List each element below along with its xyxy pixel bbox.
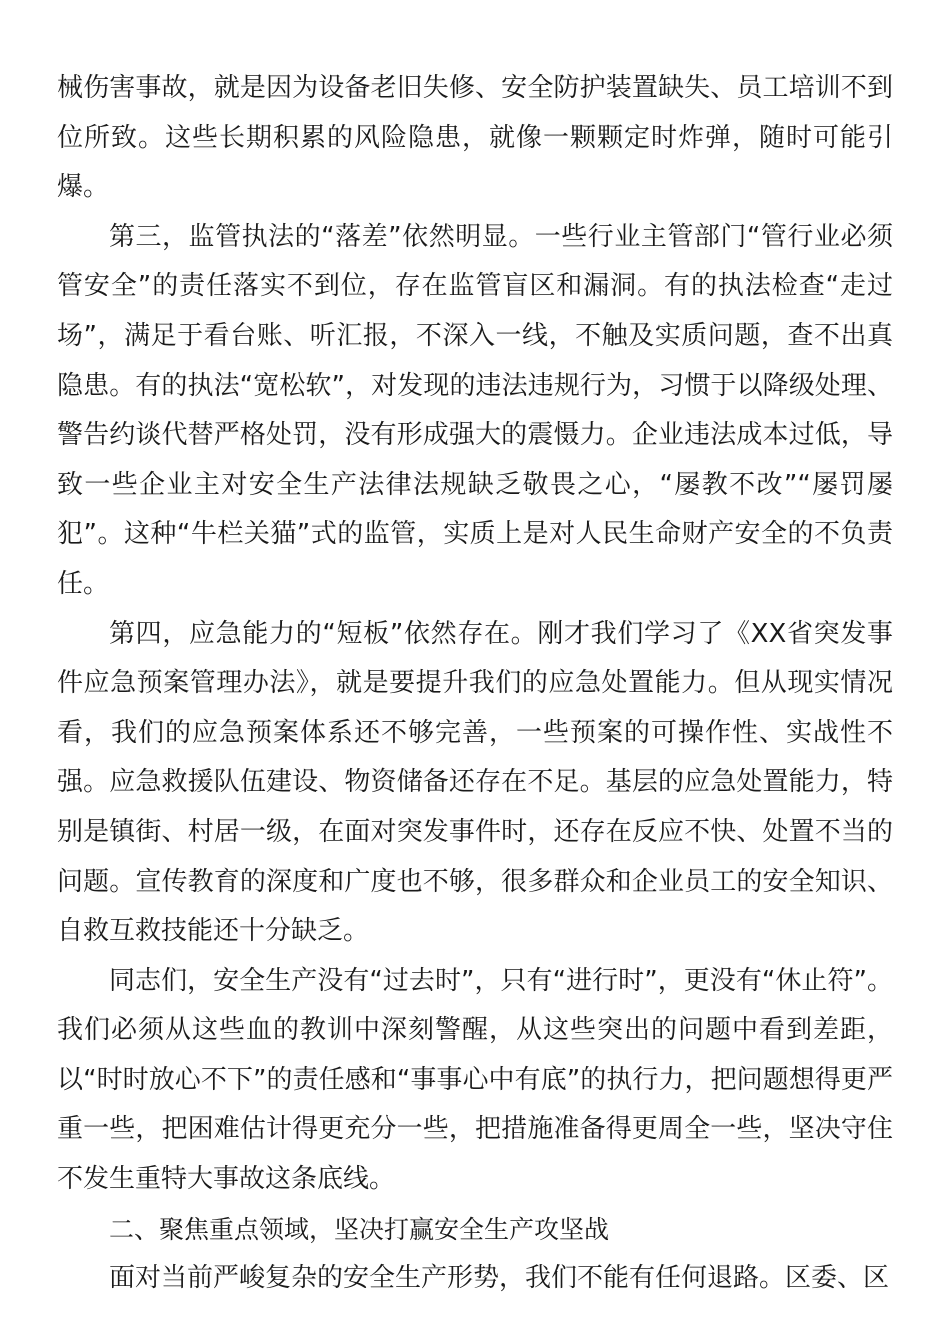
- document-body: [57, 64, 893, 1304]
- section-heading: 二、聚焦重点领域，坚决打赢安全生产攻坚战: [109, 1214, 610, 1244]
- paragraph-continuation: 械伤害事故，就是因为设备老旧失修、安全防护装置缺失、员工培训不到位所致。这些长期积累的风险隐患，就像一颗颗定时炸弹，随时可能引爆。: [57, 73, 893, 203]
- paragraph-third-point: 第三，监管执法的“落差”依然明显。一些行业主管部门“管行业必须管安全”的责任落实不到位，存在监管盲区和漏洞。有的执法检查“走过场”，满足于看台账、听汇报，不深入一线，不触及实质问题，查不出真隐患。有的执法“宽松软”，对发现的违法违规行为，习惯于以降级处理、警告约谈代替严格处罚，没有形成强大的震慑力。企业违法成本过低，导致一些企业主对安全生产法律法规缺乏敬畏之心，“屡教不改”“屡罚屡犯”。这种“牛栏关猫”式的监管，实质上是对人民生命财产安全的不负责任。: [57, 221, 893, 599]
- paragraph-fourth-point: 第四，应急能力的“短板”依然存在。刚才我们学习了《XX省突发事件应急预案管理办法》，就是要提升我们的应急处置能力。但从现实情况看，我们的应急预案体系还不够完善，一些预案的可操作性、实战性不强。应急救援队伍建设、物资储备还存在不足。基层的应急处置能力，特别是镇街、村居一级，在面对突发事件时，还存在反应不快、处置不当的问题。宣传教育的深度和广度也不够，很多群众和企业员工的安全知识、自救互救技能还十分缺乏。: [57, 618, 893, 947]
- paragraph-comrades: 同志们，安全生产没有“过去时”，只有“进行时”，更没有“休止符”。我们必须从这些血的教训中深刻警醒，从这些突出的问题中看到差距，以“时时放心不下”的责任感和“事事心中有底”的执行力，把问题想得更严重一些，把困难估计得更充分一些，把措施准备得更周全一些，坚决守住不发生重特大事故这条底线。: [57, 965, 893, 1195]
- paragraph-section-two-intro: 面对当前严峻复杂的安全生产形势，我们不能有任何退路。区委、区: [109, 1263, 890, 1294]
